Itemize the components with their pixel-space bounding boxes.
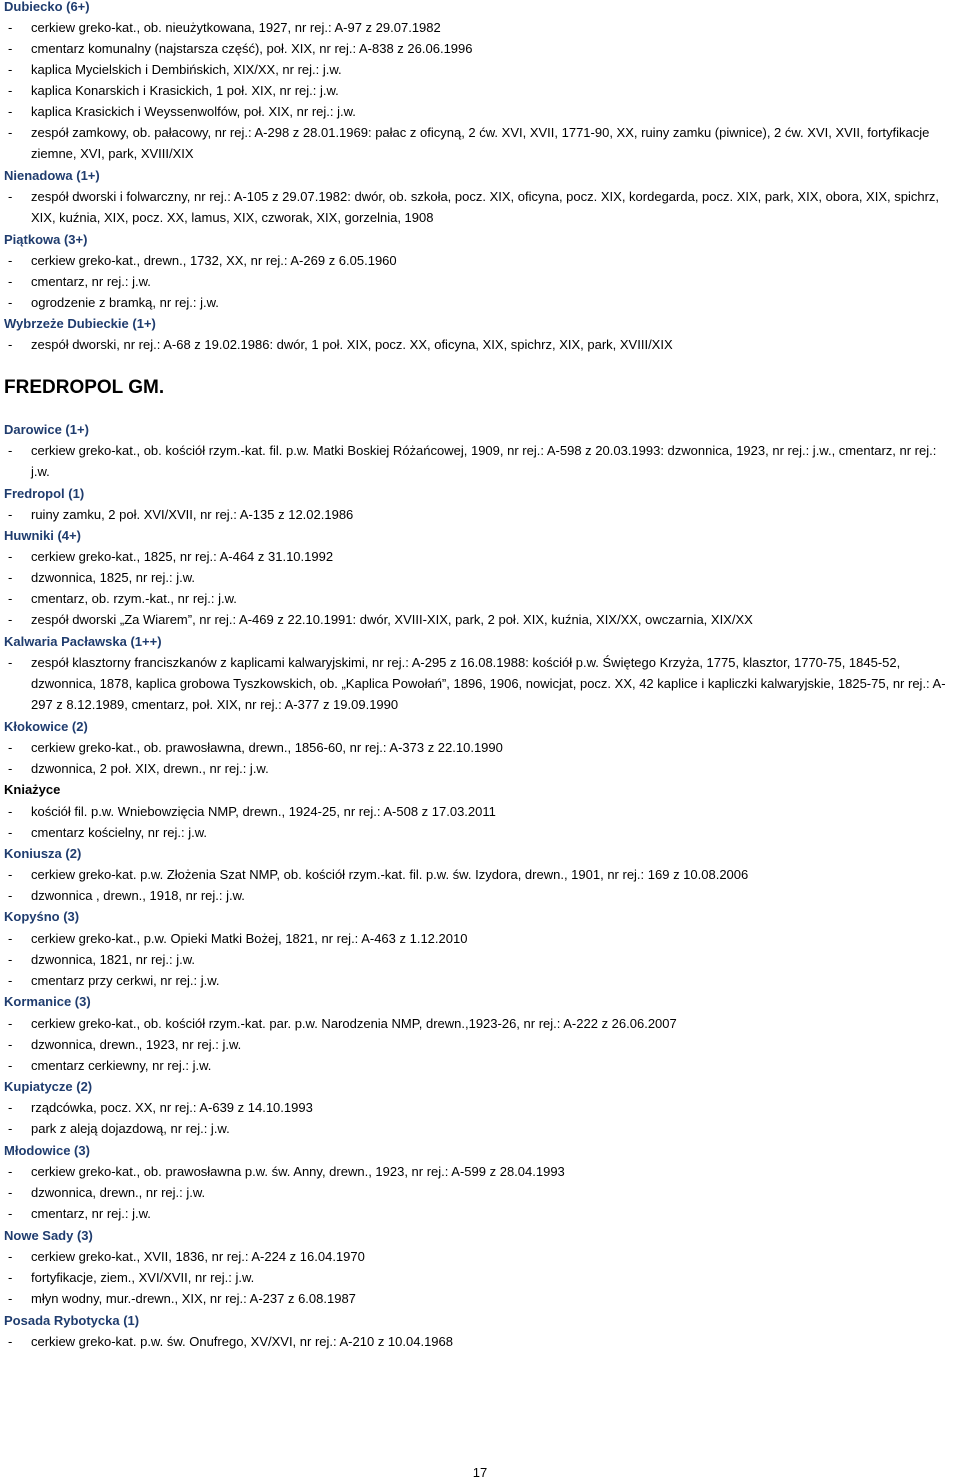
place-heading: Huwniki (4+) [4, 528, 81, 543]
list-item: - dzwonnica, drewn., nr rej.: j.w. [8, 1185, 206, 1200]
list-item: - zespół dworski i folwarczny, nr rej.: A-105 z 29.07.1982: dwór, ob. szkoła, pocz. XIX, oficyna, pocz. XIX, kordegarda, pocz. XIX, park, XIX, obora, XIX, spichrz, XIX, kuźnia, XIX, pocz. XX, lamus, XIX, czworak, XIX, gorzelnia, 1908 [8, 189, 940, 225]
place-heading: Piątkowa (3+) [4, 232, 88, 247]
list-item: - cerkiew greko-kat. p.w. Złożenia Szat NMP, ob. kościół rzym.-kat. fil. p.w. św. Izydora, drewn., 1901, nr rej.: 169 z 10.08.2006 [8, 867, 749, 882]
list-item: - cerkiew greko-kat., ob. prawosławna p.w. św. Anny, drewn., 1923, nr rej.: A-599 z 28.04.1993 [8, 1164, 565, 1179]
list-item: - kościół fil. p.w. Wniebowzięcia NMP, drewn., 1924-25, nr rej.: A-508 z 17.03.2011 [8, 804, 496, 819]
page-number: 17 [472, 1465, 488, 1480]
list-item: - cerkiew greko-kat., 1825, nr rej.: A-464 z 31.10.1992 [8, 549, 334, 564]
place-heading: Kniażyce [4, 782, 61, 797]
list-item: - zespół dworski, nr rej.: A-68 z 19.02.1986: dwór, 1 poł. XIX, pocz. XX, oficyna, XIX, spichrz, XIX, park, XVIII/XIX [8, 337, 673, 352]
place-heading: Kormanice (3) [4, 994, 91, 1009]
list-item: - dzwonnica, 1821, nr rej.: j.w. [8, 952, 196, 967]
place-heading: Kłokowice (2) [4, 719, 88, 734]
list-item: - cerkiew greko-kat., drewn., 1732, XX, nr rej.: A-269 z 6.05.1960 [8, 253, 397, 268]
place-heading: Darowice (1+) [4, 422, 89, 437]
list-item: - rządcówka, pocz. XX, nr rej.: A-639 z 14.10.1993 [8, 1100, 313, 1115]
list-item: - cmentarz kościelny, nr rej.: j.w. [8, 825, 208, 840]
list-item: - cerkiew greko-kat. p.w. św. Onufrego, XV/XVI, nr rej.: A-210 z 10.04.1968 [8, 1334, 453, 1349]
section-title: FREDROPOL GM. [4, 377, 165, 398]
list-item: - cerkiew greko-kat., ob. nieużytkowana, 1927, nr rej.: A-97 z 29.07.1982 [8, 20, 441, 35]
list-item: - ogrodzenie z bramką, nr rej.: j.w. [8, 295, 219, 310]
place-heading: Fredropol (1) [4, 486, 85, 501]
list-item: - cerkiew greko-kat., p.w. Opieki Matki Bożej, 1821, nr rej.: A-463 z 1.12.2010 [8, 931, 468, 946]
place-heading: Młodowice (3) [4, 1143, 90, 1158]
list-item: - kaplica Krasickich i Weyssenwolfów, poł. XIX, nr rej.: j.w. [8, 104, 356, 119]
place-heading: Koniusza (2) [4, 846, 82, 861]
list-item: - cmentarz cerkiewny, nr rej.: j.w. [8, 1058, 212, 1073]
list-item: - kaplica Konarskich i Krasickich, 1 poł. XIX, nr rej.: j.w. [8, 83, 339, 98]
list-item: - cmentarz, nr rej.: j.w. [8, 1206, 151, 1221]
place-heading: Kupiatycze (2) [4, 1079, 93, 1094]
list-item: - cmentarz przy cerkwi, nr rej.: j.w. [8, 973, 220, 988]
list-item: - cerkiew greko-kat., XVII, 1836, nr rej.: A-224 z 16.04.1970 [8, 1249, 365, 1264]
list-item: - dzwonnica, 1825, nr rej.: j.w. [8, 570, 196, 585]
list-item: - młyn wodny, mur.-drewn., XIX, nr rej.: A-237 z 6.08.1987 [8, 1291, 356, 1306]
list-item: - cerkiew greko-kat., ob. prawosławna, drewn., 1856-60, nr rej.: A-373 z 22.10.1990 [8, 740, 503, 755]
list-item: - park z aleją dojazdową, nr rej.: j.w. [8, 1121, 230, 1136]
place-heading: Posada Rybotycka (1) [4, 1313, 140, 1328]
list-item: - zespół dworski „Za Wiarem”, nr rej.: A-469 z 22.10.1991: dwór, XVIII-XIX, park, 2 poł. XIX, kuźnia, XIX/XX, owczarnia, XIX/XX [8, 612, 753, 627]
list-item: - cmentarz, ob. rzym.-kat., nr rej.: j.w. [8, 591, 237, 606]
list-item: - zespół zamkowy, ob. pałacowy, nr rej.: A-298 z 28.01.1969: pałac z oficyną, 2 ćw. XVI, XVII, 1771-90, XX, ruiny zamku (piwnice), 2 ćw. XVI, XVII, fortyfikacje ziemne, XVI, park, XVIII/XIX [8, 125, 930, 161]
place-heading: Kopyśno (3) [4, 909, 80, 924]
place-heading: Kalwaria Pacławska (1++) [4, 634, 162, 649]
list-item: - dzwonnica, drewn., 1923, nr rej.: j.w. [8, 1037, 242, 1052]
place-heading: Wybrzeże Dubieckie (1+) [4, 316, 156, 331]
list-item: - cmentarz komunalny (najstarsza część), poł. XIX, nr rej.: A-838 z 26.06.1996 [8, 41, 473, 56]
place-heading: Nienadowa (1+) [4, 168, 100, 183]
list-item: - dzwonnica, 2 poł. XIX, drewn., nr rej.: j.w. [8, 761, 269, 776]
list-item: - cerkiew greko-kat., ob. kościół rzym.-kat. par. p.w. Narodzenia NMP, drewn.,1923-26, nr rej.: A-222 z 26.06.2007 [8, 1016, 677, 1031]
list-item: - dzwonnica , drewn., 1918, nr rej.: j.w. [8, 888, 245, 903]
list-item: - zespół klasztorny franciszkanów z kaplicami kalwaryjskimi, nr rej.: A-295 z 16.08.1988: kościół p.w. Świętego Krzyża, 1775, klasztor, 1770-75, 1845-52, dzwonnica, 1878, kaplica grobowa Tyszkowskich, ob. „Kaplica Powołań”, 1896, 1906, nowicjat, pocz. XX, 42 kaplice i kapliczki kalwaryjskie, 1825-75, nr rej.: A-297 z 8.12.1989, cmentarz, poł. XIX, nr rej.: A-377 z 19.09.1990 [8, 655, 946, 712]
list-item: - ruiny zamku, 2 poł. XVI/XVII, nr rej.: A-135 z 12.02.1986 [8, 507, 354, 522]
list-item: - cerkiew greko-kat., ob. kościół rzym.-kat. fil. p.w. Matki Boskiej Różańcowej, 1909, nr rej.: A-598 z 20.03.1993: dzwonnica, 1923, nr rej.: j.w., cmentarz, nr rej.: j.w. [8, 443, 937, 479]
list-item: - fortyfikacje, ziem., XVI/XVII, nr rej.: j.w. [8, 1270, 255, 1285]
place-heading: Dubiecko (6+) [4, 0, 90, 14]
place-heading: Nowe Sady (3) [4, 1228, 93, 1243]
list-item: - cmentarz, nr rej.: j.w. [8, 274, 151, 289]
list-item: - kaplica Mycielskich i Dembińskich, XIX/XX, nr rej.: j.w. [8, 62, 342, 77]
